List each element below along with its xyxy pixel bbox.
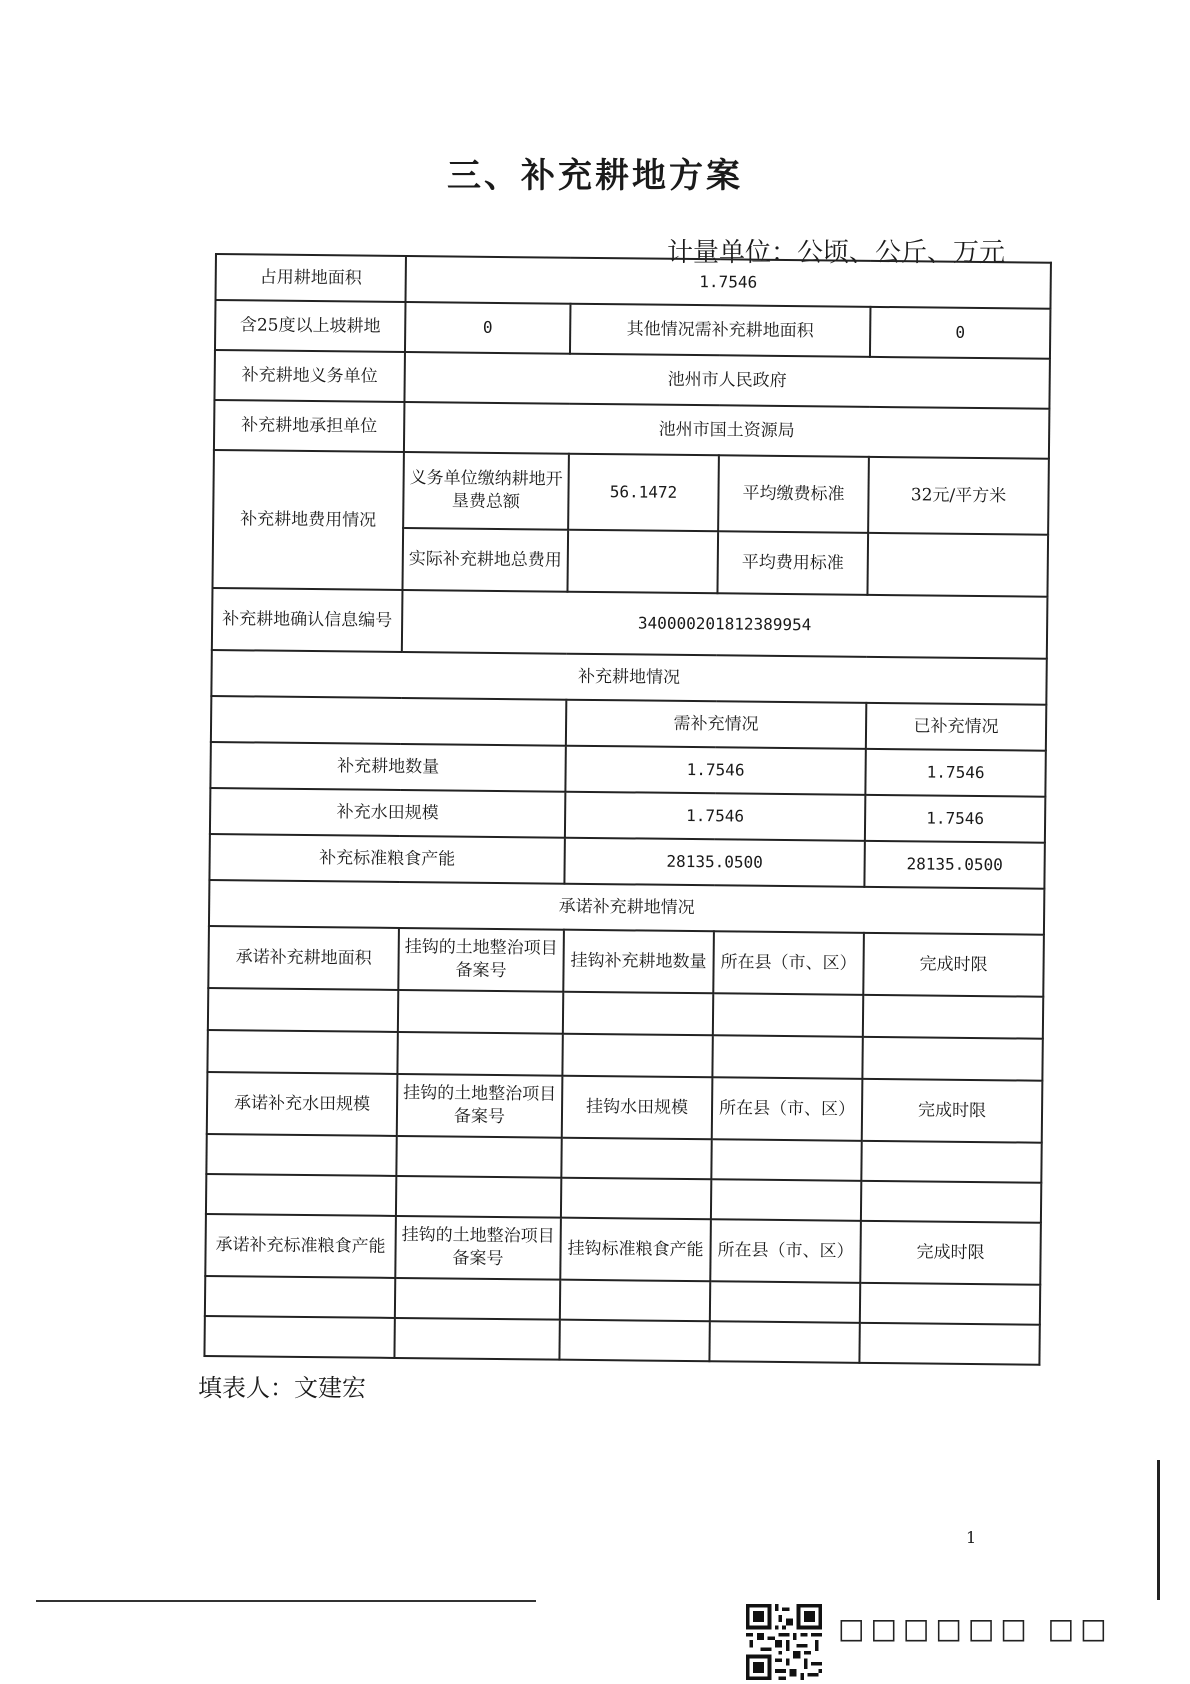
confirm-label: 补充耕地确认信息编号	[212, 588, 403, 652]
row-undertaker	[214, 400, 1050, 459]
situation-row-label: 补充标准粮食产能	[209, 834, 564, 884]
blank-cell	[395, 1278, 560, 1320]
situation-row-label: 补充耕地数量	[210, 742, 565, 792]
situation-blank	[211, 696, 566, 746]
fee-paid-label: 义务单位缴纳耕地开垦费总额	[403, 452, 569, 530]
promise-col-1: 承诺补充耕地面积	[208, 926, 399, 990]
obligor-value: 池州市人民政府	[404, 352, 1050, 409]
promise-col-3: 挂钩标准粮食产能	[560, 1218, 711, 1282]
fee-actual-value	[567, 530, 718, 594]
blank-cell	[863, 995, 1043, 1039]
fee-paid-value: 56.1472	[568, 454, 719, 532]
blank-cell	[204, 1316, 394, 1358]
blank-cell	[559, 1320, 709, 1362]
promise-col-2: 挂钩的土地整治项目备案号	[397, 1074, 563, 1138]
verify-text: □□□□□□ □□	[838, 1612, 1113, 1645]
row-slope	[215, 300, 1051, 359]
slope-label: 含25度以上坡耕地	[215, 300, 406, 352]
blank-cell	[860, 1283, 1040, 1325]
blank-cell	[205, 1276, 395, 1318]
promise-col-5: 完成时限	[860, 1221, 1041, 1285]
avg-cost-value	[867, 533, 1048, 597]
situation-row-done: 1.7546	[865, 795, 1046, 843]
blank-cell	[563, 992, 713, 1036]
situation-row-need: 28135.0500	[564, 838, 864, 887]
blank-cell	[208, 988, 398, 1032]
blank-cell	[560, 1280, 710, 1322]
blank-cell	[859, 1323, 1039, 1365]
promise-col-2: 挂钩的土地整治项目备案号	[395, 1216, 561, 1280]
blank-cell	[561, 1178, 711, 1220]
blank-cell	[207, 1030, 397, 1074]
plan-table-wrapper	[203, 253, 1050, 1366]
avg-pay-label: 平均缴费标准	[718, 455, 869, 533]
blank-cell	[861, 1141, 1041, 1183]
blank-cell	[862, 1037, 1042, 1081]
col-need: 需补充情况	[566, 700, 866, 749]
blank-cell	[710, 1281, 860, 1323]
blank-cell	[711, 1179, 861, 1221]
blank-cell	[396, 1176, 561, 1218]
qr-code-icon	[746, 1604, 822, 1680]
occupied-value: 1.7546	[405, 256, 1050, 309]
obligor-label: 补充耕地义务单位	[214, 350, 405, 402]
slope-value: 0	[405, 302, 571, 354]
edge-rule-vertical	[1157, 1460, 1160, 1600]
row-obligor	[214, 350, 1050, 409]
unit-line: 计量单位：公顷、公斤、万元	[666, 238, 1005, 268]
promise-col-5: 完成时限	[862, 1079, 1043, 1143]
blank-cell	[713, 993, 863, 1037]
promise-col-4: 所在县（市、区）	[712, 1077, 863, 1141]
other-value: 0	[870, 307, 1051, 359]
promise-blank-row	[204, 1316, 1039, 1365]
situation-row-need: 1.7546	[565, 792, 865, 841]
situation-row-need: 1.7546	[565, 746, 865, 795]
form-filler: 填表人：文建宏	[198, 1374, 366, 1402]
blank-cell	[397, 1032, 562, 1076]
plan-table	[203, 253, 1052, 1366]
confirm-value: 340000201812389954	[402, 590, 1048, 659]
promise-group-header	[208, 926, 1044, 997]
page-number: 1	[966, 1528, 977, 1547]
other-label: 其他情况需补充耕地面积	[570, 304, 871, 357]
promise-col-5: 完成时限	[863, 933, 1044, 997]
promise-col-3: 挂钩补充耕地数量	[563, 930, 714, 994]
promise-col-1: 承诺补充标准粮食产能	[205, 1214, 396, 1278]
promise-group-header	[207, 1072, 1043, 1143]
blank-cell	[394, 1318, 559, 1360]
avg-cost-label: 平均费用标准	[717, 531, 868, 595]
blank-cell	[861, 1181, 1041, 1223]
undertaker-label: 补充耕地承担单位	[214, 400, 405, 452]
situation-row-label: 补充水田规模	[210, 788, 565, 838]
situation-row-done: 1.7546	[865, 749, 1046, 797]
undertaker-value: 池州市国土资源局	[404, 402, 1050, 459]
page-title: 三、补充耕地方案	[447, 156, 743, 196]
promise-header: 承诺补充耕地情况	[209, 880, 1044, 935]
blank-cell	[711, 1139, 861, 1181]
blank-cell	[561, 1138, 711, 1180]
promise-col-4: 所在县（市、区）	[710, 1219, 861, 1283]
col-done: 已补充情况	[866, 703, 1047, 751]
promise-col-4: 所在县（市、区）	[713, 931, 864, 995]
edge-rule-horizontal	[36, 1600, 536, 1602]
blank-cell	[206, 1174, 396, 1216]
situation-row-done: 28135.0500	[864, 841, 1045, 889]
promise-col-1: 承诺补充水田规模	[207, 1072, 398, 1136]
blank-cell	[206, 1134, 396, 1176]
promise-col-3: 挂钩水田规模	[562, 1076, 713, 1140]
occupied-label: 占用耕地面积	[216, 254, 406, 302]
row-fee-paid	[213, 450, 1049, 535]
blank-cell	[709, 1321, 859, 1363]
promise-group-header	[205, 1214, 1041, 1285]
situation-header: 补充耕地情况	[211, 650, 1046, 705]
fee-actual-label: 实际补充耕地总费用	[402, 528, 568, 592]
avg-pay-value: 32元/平方米	[868, 457, 1049, 535]
blank-cell	[562, 1034, 712, 1078]
row-confirm	[212, 588, 1048, 659]
fee-section-label: 补充耕地费用情况	[212, 450, 403, 590]
blank-cell	[712, 1035, 862, 1079]
promise-col-2: 挂钩的土地整治项目备案号	[398, 928, 564, 992]
blank-cell	[398, 990, 563, 1034]
blank-cell	[396, 1136, 561, 1178]
